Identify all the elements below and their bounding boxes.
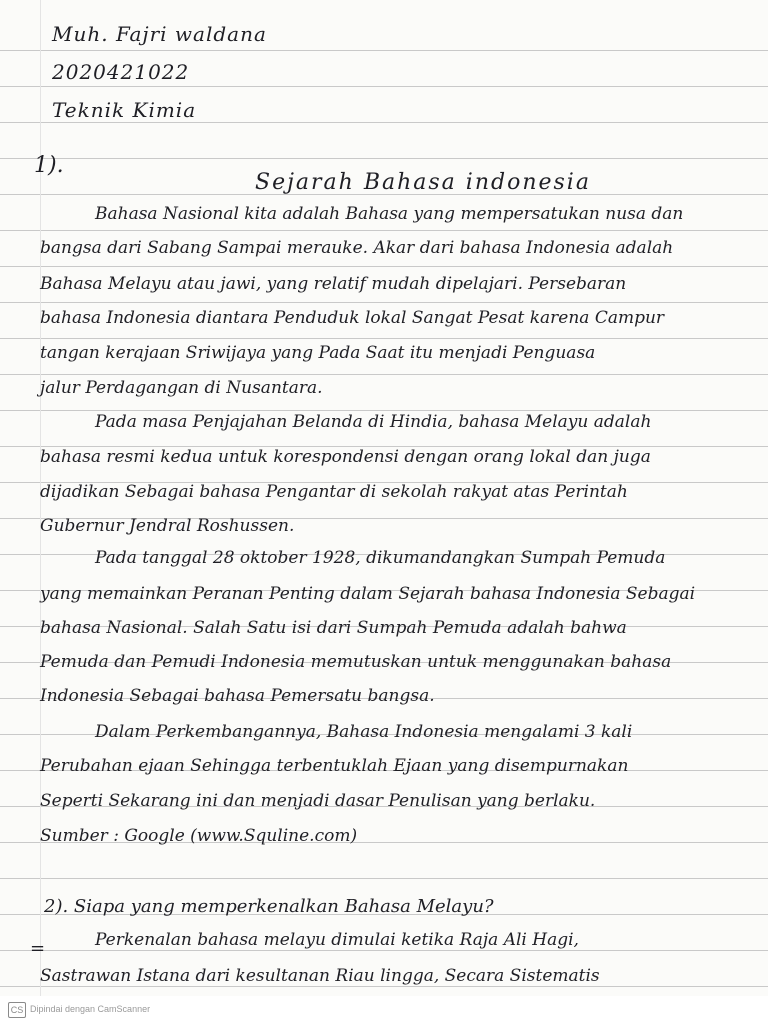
section-1-line: Pada masa Penjajahan Belanda di Hindia, bahasa Melayu adalah [95,412,652,432]
answer-equals-mark: = [30,938,46,959]
section-1-line: Indonesia Sebagai bahasa Pemersatu bangsa. [40,686,435,706]
section-1-line: Bahasa Melayu atau jawi, yang relatif mudah dipelajari. Persebaran [40,274,627,294]
section-1-line: yang memainkan Peranan Penting dalam Sejarah bahasa Indonesia Sebagai [40,584,696,604]
scanner-footer [0,996,768,1024]
section-1-line: bahasa Indonesia diantara Penduduk lokal Sangat Pesat karena Campur [40,308,665,328]
section-2-line: Perkenalan bahasa melayu dimulai ketika Raja Ali Hagi, [95,930,579,950]
section-1-line: Pada tanggal 28 oktober 1928, dikumandangkan Sumpah Pemuda [95,548,666,568]
section-1-line: Gubernur Jendral Roshussen. [40,516,295,536]
section-1-line: tangan kerajaan Sriwijaya yang Pada Saat itu menjadi Penguasa [40,343,596,363]
section-2-question: 2). Siapa yang memperkenalkan Bahasa Melayu? [44,896,494,917]
student-id: 2020421022 [52,60,190,84]
section-1-line: bahasa resmi kedua untuk korespondensi dengan orang lokal dan juga [40,447,651,467]
student-name: Muh. Fajri waldana [52,22,267,46]
section-1-line: Dalam Perkembangannya, Bahasa Indonesia mengalami 3 kali [95,722,633,742]
section-1-line: dijadikan Sebagai bahasa Pengantar di sekolah rakyat atas Perintah [40,482,628,502]
section-1-line: bangsa dari Sabang Sampai merauke. Akar dari bahasa Indonesia adalah [40,238,674,258]
section-1-line: bahasa Nasional. Salah Satu isi dari Sumpah Pemuda adalah bahwa [40,618,627,638]
source-citation: Sumber : Google (www.Squline.com) [40,826,358,846]
section-1-line: Pemuda dan Pemudi Indonesia memutuskan untuk menggunakan bahasa [40,652,672,672]
section-2-line: Sastrawan Istana dari kesultanan Riau lingga, Secara Sistematis [40,966,600,986]
section-1-line: Perubahan ejaan Sehingga terbentuklah Ejaan yang disempurnakan [40,756,629,776]
section-1-line: Seperti Sekarang ini dan menjadi dasar Penulisan yang berlaku. [40,791,596,811]
section-1-title: Sejarah Bahasa indonesia [255,170,591,195]
department: Teknik Kimia [52,98,197,122]
section-1-line: Bahasa Nasional kita adalah Bahasa yang mempersatukan nusa dan [95,204,684,224]
section-1-number: 1). [34,153,64,178]
scanner-watermark-text: Dipindai dengan CamScanner [30,1004,151,1014]
section-1-line: jalur Perdagangan di Nusantara. [40,378,323,398]
camscanner-logo-icon: CS [8,1002,26,1018]
